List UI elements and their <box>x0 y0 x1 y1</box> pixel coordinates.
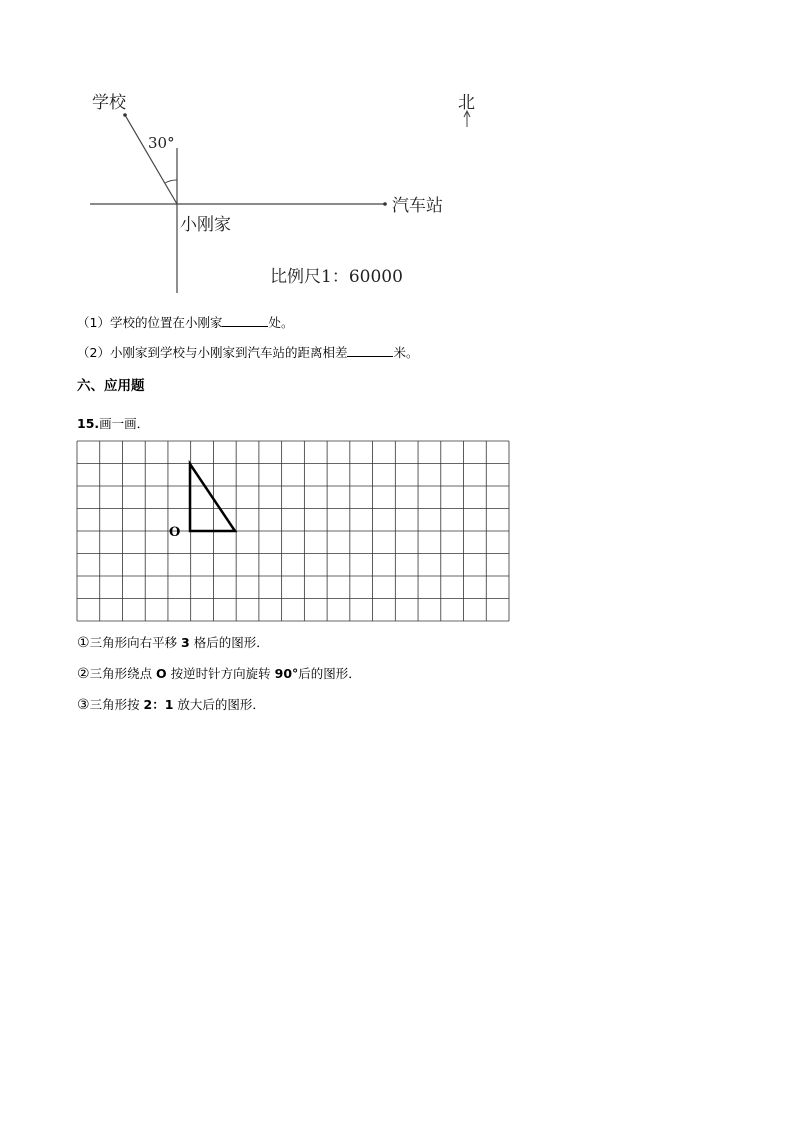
question-text: 小刚家到学校与小刚家到汽车站的距离相差 <box>109 345 348 360</box>
task-text: 三角形按 <box>89 697 144 712</box>
task-angle: 90° <box>274 666 299 681</box>
school-label: 学校 <box>92 93 126 113</box>
problem-heading <box>77 414 149 432</box>
answer-blank[interactable] <box>222 314 268 327</box>
question-text: 学校的位置在小刚家 <box>109 315 223 330</box>
point-o-label: O <box>169 525 181 540</box>
task-3 <box>77 695 265 713</box>
task-number: 3 <box>181 635 190 650</box>
bus-station-point <box>383 202 387 206</box>
question-text-end: 米。 <box>393 345 419 360</box>
direction-map <box>0 0 794 300</box>
question-2 <box>77 343 418 361</box>
angle-label: 30° <box>148 134 175 152</box>
task-text: 三角形绕点 <box>89 666 157 681</box>
task-text-end: 格后的图形． <box>189 635 269 650</box>
scale-label: 比例尺1：60000 <box>270 267 403 287</box>
task-1 <box>77 633 269 651</box>
task-point: O <box>156 666 167 681</box>
task-ratio: 2：1 <box>143 697 174 712</box>
problem-title: 画一画． <box>99 416 150 431</box>
grid-lines <box>77 441 509 621</box>
task-text-mid: 按逆时针方向旋转 <box>166 666 275 681</box>
bus-station-label: 汽车站 <box>392 196 443 216</box>
problem-number: 15. <box>77 416 100 431</box>
home-label: 小刚家 <box>180 215 231 235</box>
question-number: （2） <box>77 345 110 360</box>
task-text: 三角形向右平移 <box>89 635 182 650</box>
task-2 <box>77 664 361 682</box>
task-marker: ① <box>77 635 90 651</box>
question-text-end: 处。 <box>268 315 294 330</box>
task-marker: ③ <box>77 697 90 713</box>
angle-arc <box>165 180 177 183</box>
triangle <box>190 464 235 531</box>
school-direction-line <box>125 115 177 204</box>
section-title: 六、应用题 <box>77 378 145 394</box>
question-number: （1） <box>77 315 110 330</box>
task-marker: ② <box>77 666 90 682</box>
drawing-grid <box>76 440 510 624</box>
answer-blank[interactable] <box>347 344 393 357</box>
question-1 <box>77 313 293 331</box>
school-point <box>123 113 127 117</box>
task-text-end: 后的图形． <box>298 666 361 681</box>
task-text-end: 放大后的图形． <box>173 697 265 712</box>
north-label: 北 <box>458 93 475 113</box>
